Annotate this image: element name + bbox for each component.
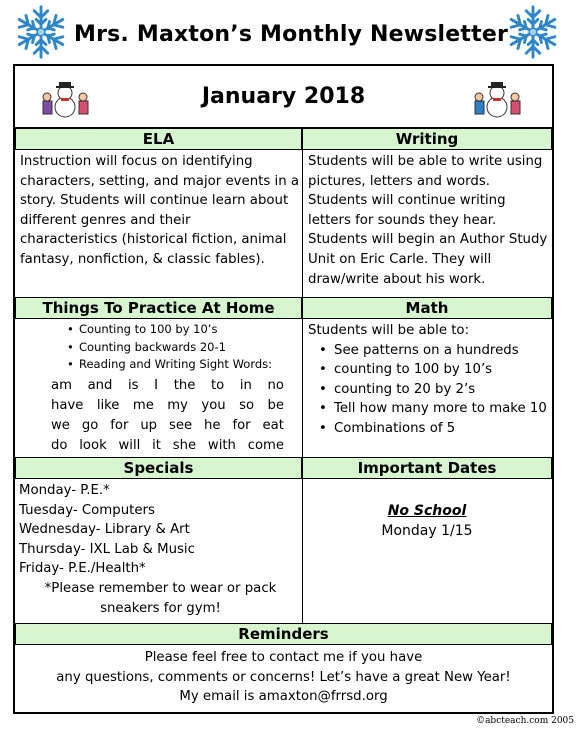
sight-word: she — [172, 437, 197, 453]
sight-word: come — [247, 437, 284, 453]
ela-line: characters, setting, and major events in a — [20, 173, 299, 189]
snowman-kids-illustration — [467, 77, 527, 119]
writing-body — [308, 152, 552, 289]
special-line: Monday- P.E.* — [19, 483, 110, 498]
writing-line: draw/write about his work. — [308, 271, 486, 287]
event-name: No School — [387, 503, 467, 519]
newsletter-frame — [13, 64, 554, 714]
event-date: Monday 1/15 — [381, 522, 473, 539]
sight-word: have — [51, 397, 84, 413]
sight-word: am — [51, 377, 72, 393]
ela-line: different genres and their — [20, 212, 191, 228]
ela-line: characteristics (historical fiction, animal — [20, 232, 287, 248]
math-item: • See patterns on a hundreds — [308, 341, 552, 361]
newsletter-title: Mrs. Maxton’s Monthly Newsletter — [74, 22, 508, 47]
sight-word: I — [154, 377, 159, 393]
special-line: Tuesday- Computers — [19, 502, 155, 518]
sight-word: eat — [262, 417, 284, 433]
specials-note: sneakers for gym! — [100, 600, 221, 616]
column-divider — [302, 128, 303, 623]
special-line: Friday- P.E./Health* — [19, 561, 146, 577]
special-line: Wednesday- Library & Art — [19, 522, 190, 538]
copyright: ©abcteach.com 2005 — [476, 716, 574, 726]
dates-body — [302, 502, 552, 541]
sight-word: he — [204, 417, 221, 433]
writing-heading: Writing — [302, 128, 552, 150]
sight-word-row — [15, 376, 302, 396]
practice-item: • Reading and Writing Sight Words: — [59, 356, 302, 374]
sight-word: like — [96, 397, 120, 413]
sight-word: no — [267, 377, 284, 393]
ela-line: story. Students will continue learn about — [20, 193, 289, 209]
ela-heading: ELA — [15, 128, 302, 150]
math-body — [308, 321, 552, 439]
specials-note: *Please remember to wear or pack — [44, 580, 277, 596]
writing-line: pictures, letters and words. — [308, 173, 491, 189]
divider — [15, 127, 552, 128]
sight-word: and — [87, 377, 113, 393]
practice-item: • Counting to 100 by 10’s — [59, 321, 302, 339]
math-heading: Math — [302, 297, 552, 319]
math-item: • counting to 20 by 2’s — [308, 380, 552, 400]
sight-words — [15, 376, 302, 456]
math-item: • Combinations of 5 — [308, 419, 552, 439]
reminder-line: any questions, comments or concerns! Let’s have a great New Year! — [56, 669, 511, 685]
sight-word: you — [201, 397, 226, 413]
reminders-heading: Reminders — [15, 623, 552, 645]
month-banner — [15, 66, 552, 128]
month-heading: January 2018 — [201, 84, 366, 109]
sight-word: we — [51, 417, 70, 433]
specials-body — [19, 481, 302, 618]
reminder-line: Please feel free to contact me if you have — [144, 650, 423, 665]
writing-line: Unit on Eric Carle. They will — [308, 251, 492, 267]
ela-line: Instruction will focus on identifying — [20, 154, 253, 169]
sight-word: so — [239, 397, 255, 413]
sight-word: me — [132, 397, 154, 413]
sight-word-row — [15, 436, 302, 456]
sight-word: for — [232, 417, 251, 433]
sight-word: my — [167, 397, 188, 413]
reminder-line: My email is amaxton@frrsd.org — [179, 689, 388, 705]
sight-word: the — [173, 377, 196, 393]
math-item: • Tell how many more to make 10 — [308, 399, 552, 419]
sight-word: for — [110, 417, 129, 433]
reminders-body — [15, 648, 552, 707]
practice-item: • Counting backwards 20-1 — [59, 339, 302, 357]
writing-line: letters for sounds they hear. — [308, 212, 497, 228]
sight-word: be — [267, 397, 284, 413]
practice-body — [15, 321, 302, 456]
ela-body — [20, 152, 302, 270]
sight-word: to — [210, 377, 225, 393]
sight-word: with — [207, 437, 236, 453]
sight-word: see — [168, 417, 193, 433]
sight-word: is — [128, 377, 139, 393]
math-intro: Students will be able to: — [308, 323, 470, 338]
sight-word-row — [15, 396, 302, 416]
sight-word: do — [51, 437, 68, 453]
sight-word: go — [81, 417, 99, 433]
sight-word: in — [239, 377, 252, 393]
practice-heading: Things To Practice At Home — [15, 297, 302, 319]
special-line: Thursday- IXL Lab & Music — [19, 541, 195, 557]
writing-line: Students will continue writing — [308, 193, 506, 209]
specials-heading: Specials — [15, 457, 302, 479]
writing-line: Students will begin an Author Study — [308, 232, 548, 248]
writing-line: Students will be able to write using — [308, 154, 543, 169]
sight-word-row — [15, 416, 302, 436]
sight-word: up — [140, 417, 158, 433]
math-item: • counting to 100 by 10’s — [308, 360, 552, 380]
sight-word: it — [152, 437, 161, 453]
ela-line: fantasy, nonfiction, & classic fables). — [20, 251, 265, 267]
sight-word: look — [79, 437, 107, 453]
sight-word: will — [118, 437, 141, 453]
dates-heading: Important Dates — [302, 457, 552, 479]
